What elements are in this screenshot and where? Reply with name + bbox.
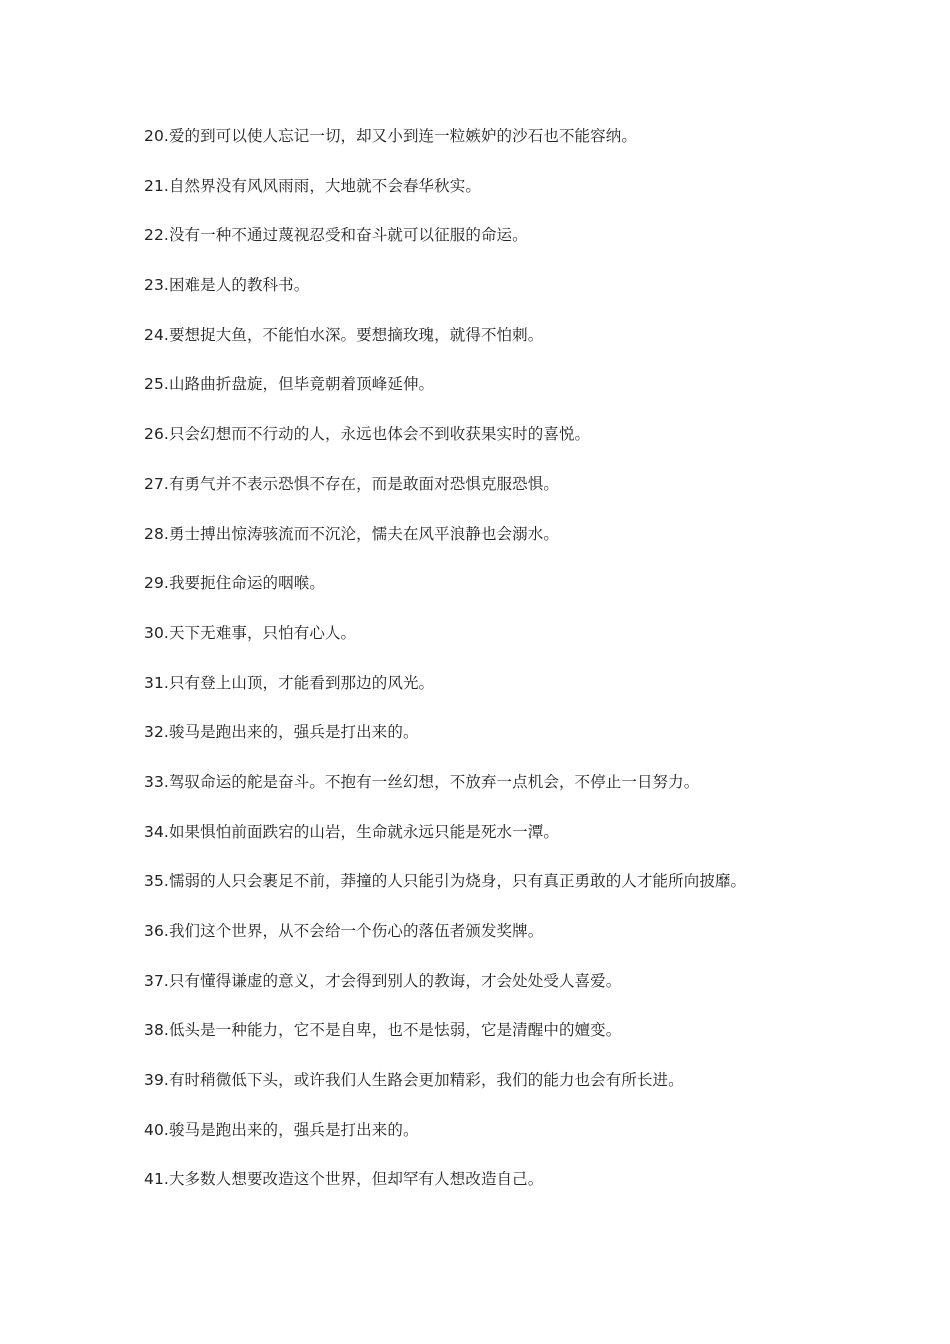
quote-line-29: 29.我要扼住命运的咽喉。 xyxy=(144,574,325,593)
quote-line-38: 38.低头是一种能力，它不是自卑，也不是怯弱，它是清醒中的嬗变。 xyxy=(144,1021,622,1040)
quote-line-26: 26.只会幻想而不行动的人，永远也体会不到收获果实时的喜悦。 xyxy=(144,425,591,444)
quote-line-36: 36.我们这个世界，从不会给一个伤心的落伍者颁发奖牌。 xyxy=(144,922,544,940)
quote-line-27: 27.有勇气并不表示恐惧不存在，而是敢面对恐惧克服恐惧。 xyxy=(144,474,559,493)
quote-line-25: 25.山路曲折盘旋，但毕竟朝着顶峰延伸。 xyxy=(144,375,435,394)
quote-line-35: 35.懦弱的人只会裹足不前，莽撞的人只能引为烧身，只有真正勇敢的人才能所向披靡。 xyxy=(144,872,747,891)
quote-line-40: 40.骏马是跑出来的，强兵是打出来的。 xyxy=(144,1120,419,1139)
quote-line-37: 37.只有懂得谦虚的意义，才会得到别人的教诲，才会处处受人喜爱。 xyxy=(144,971,622,990)
quote-line-30: 30.天下无难事，只怕有心人。 xyxy=(144,623,357,642)
quote-line-39: 39.有时稍微低下头，或许我们人生路会更加精彩，我们的能力也会有所长进。 xyxy=(144,1071,684,1090)
quote-line-33: 33.驾驭命运的舵是奋斗。不抱有一丝幻想，不放弃一点机会，不停止一日努力。 xyxy=(144,772,700,791)
quote-line-20: 20.爱的到可以使人忘记一切，却又小到连一粒嫉妒的沙石也不能容纳。 xyxy=(144,127,637,145)
quote-line-24: 24.要想捉大鱼，不能怕水深。要想摘玫瑰，就得不怕刺。 xyxy=(144,325,544,344)
quote-line-34: 34.如果惧怕前面跌宕的山岩，生命就永远只能是死水一潭。 xyxy=(144,822,559,841)
quote-line-28: 28.勇士搏出惊涛骇流而不沉沦，懦夫在风平浪静也会溺水。 xyxy=(144,524,559,543)
quote-line-21: 21.自然界没有风风雨雨，大地就不会春华秋实。 xyxy=(144,176,481,195)
quote-line-23: 23.困难是人的教科书。 xyxy=(144,276,310,295)
quote-line-32: 32.骏马是跑出来的，强兵是打出来的。 xyxy=(144,723,419,742)
quote-line-31: 31.只有登上山顶，才能看到那边的风光。 xyxy=(144,673,435,692)
quote-list xyxy=(144,124,924,1217)
quote-line-22: 22.没有一种不通过蔑视忍受和奋斗就可以征服的命运。 xyxy=(144,226,528,245)
quote-line-41: 41.大多数人想要改造这个世界，但却罕有人想改造自己。 xyxy=(144,1170,544,1189)
